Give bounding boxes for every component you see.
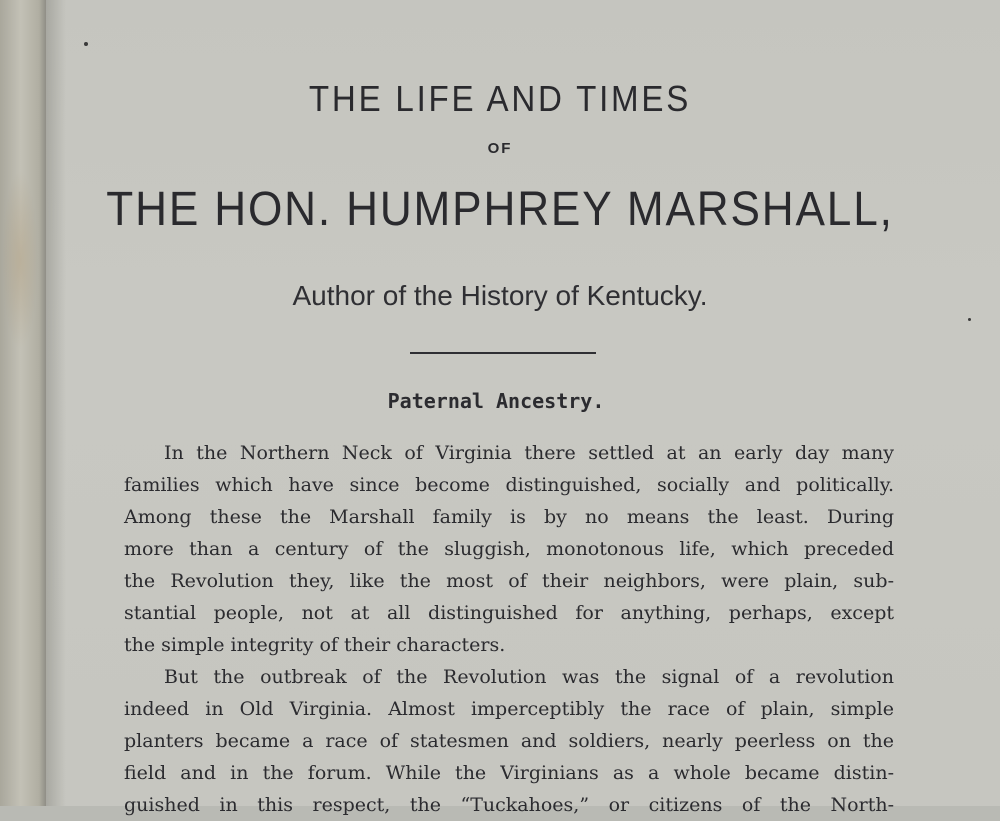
section-heading: Paternal Ancestry.: [387, 389, 605, 413]
text-line: planters became a race of statesmen and soldiers, nearly peerless on the: [124, 730, 894, 752]
text-line: indeed in Old Virginia. Almost imperceptibly the race of plain, simple: [124, 698, 894, 720]
text-line: In the Northern Neck of Virginia there settled at an early day many: [164, 442, 894, 464]
text-line: field and in the forum. While the Virginians as a whole became distin-: [124, 762, 894, 784]
title-of: OF: [487, 140, 513, 157]
text-line: guished in this respect, the “Tuckahoes,” or citizens of the North-: [124, 794, 894, 816]
text-line: families which have since become distinguished, socially and politically.: [124, 474, 894, 496]
text-line: stantial people, not at all distinguished for anything, perhaps, except: [124, 602, 894, 624]
book-page: [46, 0, 1000, 816]
text-line: the Revolution they, like the most of their neighbors, were plain, sub-: [124, 570, 894, 592]
book-gutter: [0, 0, 46, 806]
body-text: [124, 437, 894, 816]
text-line: the simple integrity of their characters.: [124, 634, 506, 656]
subtitle: Author of the History of Kentucky.: [292, 280, 708, 311]
text-line: more than a century of the sluggish, monotonous life, which preceded: [124, 538, 894, 560]
title-name: THE HON. HUMPHREY MARSHALL,: [106, 183, 894, 236]
text-line: Among these the Marshall family is by no means the least. During: [124, 506, 894, 528]
title-line-1: THE LIFE AND TIMES: [308, 78, 692, 119]
paper-speck: [84, 42, 88, 46]
paper-speck: [968, 318, 971, 321]
gutter-stain: [2, 170, 38, 350]
text-line: But the outbreak of the Revolution was the signal of a revolution: [164, 666, 894, 688]
title-rule: [410, 352, 596, 354]
